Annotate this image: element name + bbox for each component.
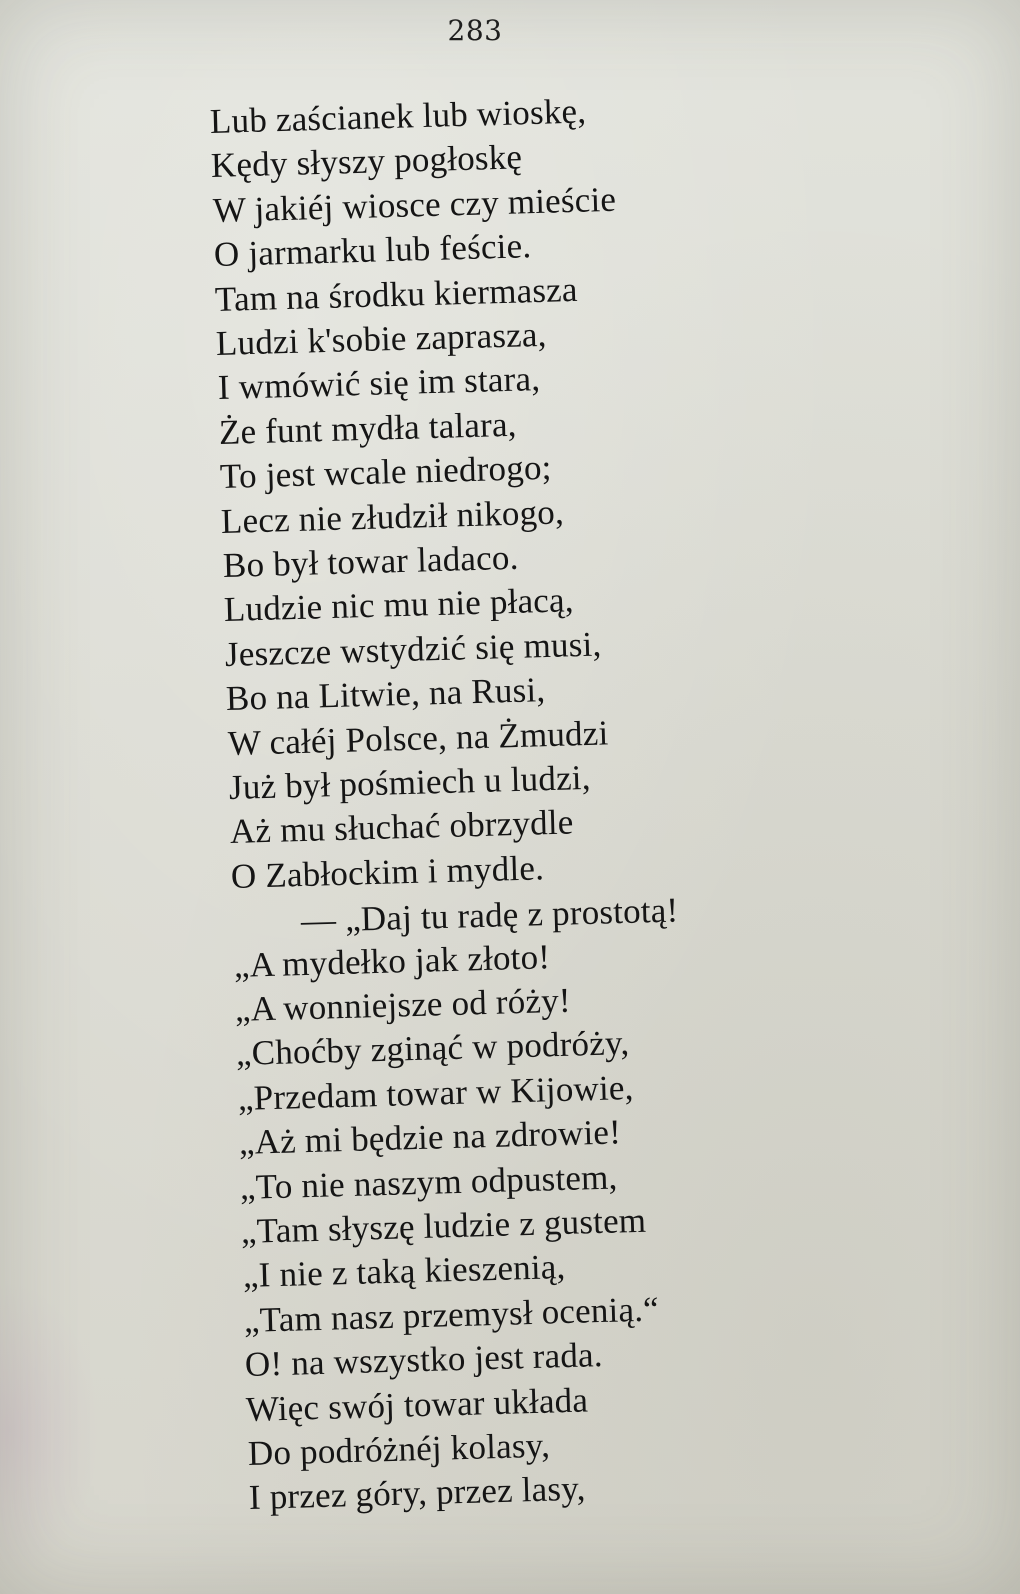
poem-line: „Tam słyszę ludzie z gustem [240, 1200, 647, 1251]
poem-line: Że funt mydła talara, [218, 404, 517, 452]
poem-line: „Tam nasz przemysł ocenią.“ [243, 1289, 660, 1340]
poem-line: Aż mu słuchać obrzydle [229, 802, 574, 852]
poem-line: To jest wcale niedrogo; [219, 447, 553, 497]
poem-line: „A wonniejsze od róży! [234, 980, 572, 1029]
poem-line: O Zabłockim i mydle. [230, 848, 545, 896]
poem-line: — „Daj tu radę z prostotą! [299, 890, 679, 941]
poem-line: Ludzi k'sobie zaprasza, [215, 314, 548, 363]
paper-stain [0, 1280, 100, 1580]
poem-line: Bo na Litwie, na Rusi, [225, 670, 547, 719]
poem-line: Już był pośmiech u ludzi, [228, 757, 591, 807]
poem-line: Do podróżnéj kolasy, [246, 1425, 551, 1473]
poem-line: „Aż mi będzie na zdrowie! [238, 1112, 622, 1163]
poem-line: W całéj Polsce, na Żmudzi [226, 712, 609, 763]
poem-line: Lub zaścianek lub wioskę, [209, 91, 587, 141]
page-number: 283 [447, 14, 503, 47]
poem-line: O! na wszystko jest rada. [244, 1335, 604, 1385]
poem-line: I przez góry, przez lasy, [248, 1468, 586, 1518]
poem-line: I wmówić się im stara, [216, 359, 541, 408]
poem-line: W jakiéj wiosce czy mieście [211, 179, 617, 230]
poem-line: Ludzie nic mu nie płacą, [223, 580, 574, 630]
poem-line: „Choćby zginąć w podróży, [235, 1023, 631, 1074]
poem-line: „I nie z taką kieszenią, [241, 1247, 566, 1296]
poem-line: „A mydełko jak złoto! [233, 936, 551, 985]
poem-line: „Przedam towar w Kijowie, [236, 1067, 634, 1118]
poem-line: „To nie naszym odpustem, [239, 1157, 618, 1207]
poem-line: Jeszcze wstydzić się musi, [224, 624, 602, 674]
poem-line: Bo był towar ladaco. [221, 537, 519, 585]
poem-line: Więc swój towar układa [245, 1380, 589, 1429]
poem-line: Lecz nie złudził nikogo, [220, 492, 565, 541]
poem-line: Tam na środku kiermasza [214, 269, 579, 319]
poem-line: O jarmarku lub feście. [213, 226, 532, 275]
poem-line: Kędy słyszy pogłoskę [210, 137, 523, 186]
